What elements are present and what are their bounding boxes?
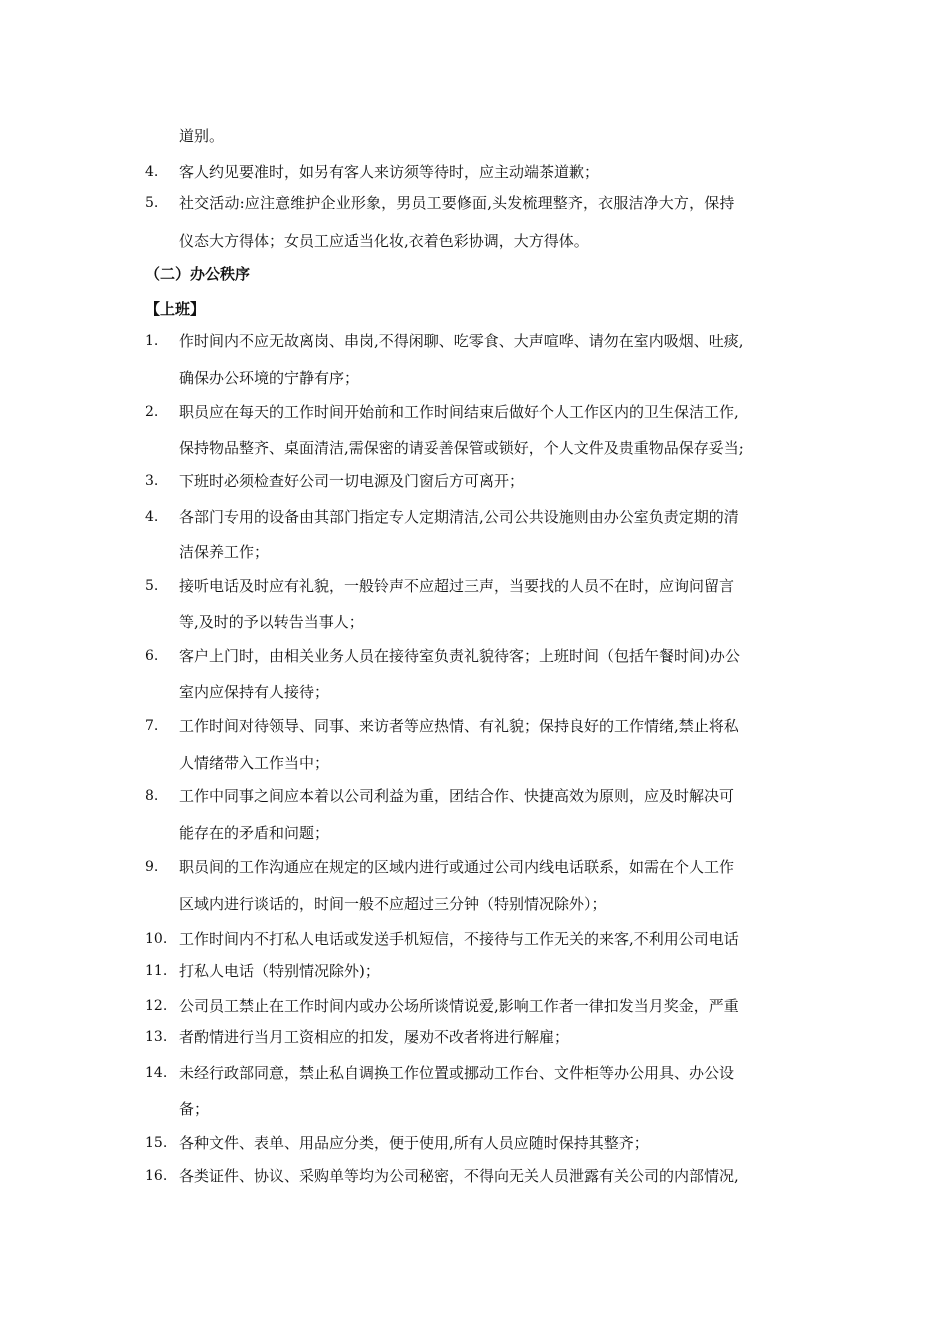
list-item-text: 客人约见要准时，如另有客人来访须等待时，应主动端茶道歉；	[179, 163, 600, 181]
list-item-text: 保持物品整齐、桌面清洁,需保密的请妥善保管或锁好，个人文件及贵重物品保存妥当;	[179, 439, 744, 457]
list-item	[0, 1128, 950, 1158]
list-item-number: 3.	[145, 473, 159, 489]
list-item-number: 5.	[145, 195, 159, 211]
list-item	[0, 466, 950, 496]
section-heading	[0, 259, 950, 289]
list-item-text: 下班时必须检查好公司一切电源及门窗后方可离开；	[179, 472, 525, 490]
list-item-continuation	[0, 607, 950, 637]
list-item-continuation	[0, 818, 950, 848]
list-item-text: 接听电话及时应有礼貌，一般铃声不应超过三声，当要找的人员不在时，应询问留言	[179, 577, 735, 595]
list-item	[0, 641, 950, 671]
list-item-number: 5.	[145, 578, 159, 594]
list-item	[0, 397, 950, 427]
list-item-number: 13.	[145, 1029, 168, 1045]
list-item	[0, 1058, 950, 1088]
list-item-number: 1.	[145, 333, 159, 349]
list-item-text: 室内应保持有人接待；	[179, 683, 330, 701]
section-heading-text: （二）办公秩序	[145, 265, 251, 283]
list-item	[0, 326, 950, 356]
list-item	[0, 1022, 950, 1052]
list-item-text: 人情绪带入工作当中；	[179, 754, 330, 772]
list-item-number: 16.	[145, 1168, 168, 1184]
list-item-number: 11.	[145, 963, 168, 979]
list-item-continuation	[0, 748, 950, 778]
list-item	[0, 711, 950, 741]
list-item-text: 各部门专用的设备由其部门指定专人定期清洁,公司公共设施则由办公室负责定期的清	[179, 508, 739, 526]
list-item-text: 各种文件、表单、用品应分类，便于使用,所有人员应随时保持其整齐；	[179, 1134, 649, 1152]
list-item-text: 工作时间对待领导、同事、来访者等应热情、有礼貌；保持良好的工作情绪,禁止将私	[179, 717, 739, 735]
list-item-number: 6.	[145, 648, 159, 664]
list-item	[0, 502, 950, 532]
list-item-number: 10.	[145, 931, 168, 947]
list-item	[0, 1161, 950, 1191]
list-item-text: 备；	[179, 1100, 210, 1118]
list-item-text: 确保办公环境的宁静有序；	[179, 369, 360, 387]
list-item-number: 8.	[145, 788, 159, 804]
subsection-heading-text: 【上班】	[145, 300, 206, 318]
list-item	[0, 924, 950, 954]
list-item-continuation	[0, 677, 950, 707]
list-item-text: 职员应在每天的工作时间开始前和工作时间结束后做好个人工作区内的卫生保洁工作,	[179, 403, 739, 421]
list-item-continuation	[0, 121, 950, 151]
list-item	[0, 991, 950, 1021]
list-item-text: 社交活动:应注意维护企业形象，男员工要修面,头发梳理整齐，衣服洁净大方，保持	[179, 194, 735, 212]
list-item-text: 作时间内不应无故离岗、串岗,不得闲聊、吃零食、大声喧哗、请勿在室内吸烟、吐痰,	[179, 332, 744, 350]
list-item-continuation	[0, 363, 950, 393]
list-item-continuation	[0, 433, 950, 463]
list-item-text: 职员间的工作沟通应在规定的区域内进行或通过公司内线电话联系，如需在个人工作	[179, 858, 735, 876]
list-item-continuation	[0, 1094, 950, 1124]
list-item	[0, 852, 950, 882]
list-item-text: 道别。	[179, 127, 225, 145]
list-item	[0, 188, 950, 218]
list-item-number: 4.	[145, 509, 159, 525]
list-item-number: 15.	[145, 1135, 168, 1151]
list-item-number: 7.	[145, 718, 159, 734]
list-item	[0, 157, 950, 187]
list-item-text: 工作时间内不打私人电话或发送手机短信，不接待与工作无关的来客,不利用公司电话	[179, 930, 739, 948]
list-item-continuation	[0, 889, 950, 919]
list-item-text: 各类证件、协议、采购单等均为公司秘密，不得向无关人员泄露有关公司的内部情况,	[179, 1167, 739, 1185]
list-item-number: 12.	[145, 998, 168, 1014]
list-item-text: 工作中同事之间应本着以公司利益为重，团结合作、快捷高效为原则，应及时解决可	[179, 787, 735, 805]
list-item-text: 等,及时的予以转告当事人；	[179, 613, 364, 631]
list-item-text: 区域内进行谈话的，时间一般不应超过三分钟（特别情况除外）；	[179, 895, 607, 913]
list-item-number: 14.	[145, 1065, 168, 1081]
list-item-number: 2.	[145, 404, 159, 420]
list-item-text: 打私人电话（特别情况除外)；	[179, 962, 380, 980]
list-item-number: 9.	[145, 859, 159, 875]
list-item	[0, 571, 950, 601]
list-item-text: 能存在的矛盾和问题；	[179, 824, 330, 842]
list-item-text: 未经行政部同意，禁止私自调换工作位置或挪动工作台、文件柜等办公用具、办公设	[179, 1064, 735, 1082]
list-item	[0, 956, 950, 986]
subsection-heading	[0, 294, 950, 324]
list-item-text: 洁保养工作；	[179, 543, 270, 561]
list-item-continuation	[0, 537, 950, 567]
list-item-text: 仪态大方得体；女员工应适当化妆,衣着色彩协调，大方得体。	[179, 232, 589, 250]
list-item-text: 者酌情进行当月工资相应的扣发，屡劝不改者将进行解雇；	[179, 1028, 570, 1046]
list-item-number: 4.	[145, 164, 159, 180]
list-item-text: 客户上门时，由相关业务人员在接待室负责礼貌待客；上班时间（包括午餐时间)办公	[179, 647, 740, 665]
list-item-continuation	[0, 226, 950, 256]
list-item	[0, 781, 950, 811]
list-item-text: 公司员工禁止在工作时间内或办公场所谈情说爱,影响工作者一律扣发当月奖金，严重	[179, 997, 739, 1015]
